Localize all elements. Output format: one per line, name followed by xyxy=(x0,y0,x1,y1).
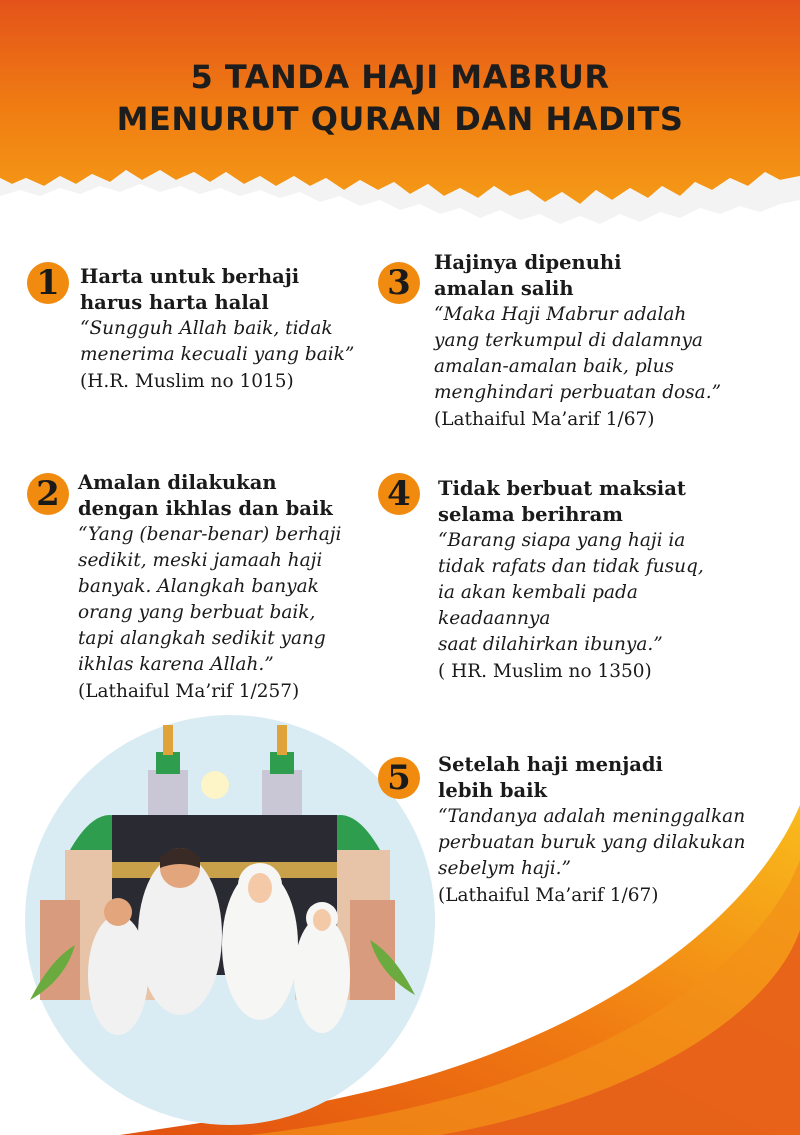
sign-4-quote: tidak rafats dan tidak fusuq, xyxy=(438,556,704,577)
sign-4-reference: ( HR. Muslim no 1350) xyxy=(438,661,652,682)
sign-5-reference: (Lathaiful Ma’arif 1/67) xyxy=(438,885,659,906)
sign-1-quote: “Sungguh Allah baik, tidak xyxy=(80,318,333,339)
sign-4-quote: ia akan kembali pada xyxy=(438,582,638,603)
sign-4-quote: “Barang siapa yang haji ia xyxy=(438,530,686,551)
sign-3-number-badge: 3 xyxy=(378,262,420,304)
sign-2-quote: sedikit, meski jamaah haji xyxy=(78,550,323,571)
sign-1-quote: menerima kecuali yang baik” xyxy=(80,344,355,365)
sign-2-heading: Amalan dilakukan xyxy=(78,471,277,494)
sign-1-heading: Harta untuk berhaji xyxy=(80,265,300,288)
sign-2-quote: ikhlas karena Allah.” xyxy=(78,654,274,675)
sign-4 xyxy=(438,476,704,686)
sign-2-quote: “Yang (benar-benar) berhaji xyxy=(78,524,342,545)
sign-2-quote: orang yang berbuat baik, xyxy=(78,602,316,623)
sign-3-quote: yang terkumpul di dalamnya xyxy=(434,330,703,351)
sign-4-number-badge: 4 xyxy=(378,473,420,515)
sign-3-heading: Hajinya dipenuhi xyxy=(434,251,622,274)
sign-5-number-badge: 5 xyxy=(378,757,420,799)
sign-4-quote: saat dilahirkan ibunya.” xyxy=(438,634,663,655)
title-line-2: MENURUT QURAN DAN HADITS xyxy=(116,100,684,138)
sign-3-reference: (Lathaiful Ma’arif 1/67) xyxy=(434,409,655,430)
sign-3-heading: amalan salih xyxy=(434,277,574,300)
sign-1 xyxy=(80,264,354,396)
sign-4-heading: selama berihram xyxy=(438,503,623,526)
sign-3 xyxy=(434,250,721,434)
sign-2-number-badge: 2 xyxy=(27,473,69,515)
sign-2-quote: banyak. Alangkah banyak xyxy=(78,576,319,597)
sign-5 xyxy=(438,752,745,910)
sign-5-quote: sebelym haji.” xyxy=(438,858,571,879)
sign-3-quote: amalan-amalan baik, plus xyxy=(434,356,674,377)
sign-2-reference: (Lathaiful Ma’rif 1/257) xyxy=(78,681,300,702)
sign-5-heading: lebih baik xyxy=(438,779,548,802)
sign-2-quote: tapi alangkah sedikit yang xyxy=(78,628,326,649)
sign-5-quote: “Tandanya adalah meninggalkan xyxy=(438,806,746,827)
title-line-1: 5 TANDA HAJI MABRUR xyxy=(190,58,610,96)
sign-1-number-badge: 1 xyxy=(27,262,69,304)
hajj-illustration xyxy=(25,715,435,1125)
sign-1-reference: (H.R. Muslim no 1015) xyxy=(80,371,294,392)
sign-4-quote: keadaannya xyxy=(438,608,551,629)
sign-3-quote: menghindari perbuatan dosa.” xyxy=(434,382,722,403)
sign-2 xyxy=(78,470,341,706)
sign-2-heading: dengan ikhlas dan baik xyxy=(78,497,333,520)
sign-3-quote: “Maka Haji Mabrur adalah xyxy=(434,304,687,325)
sign-5-heading: Setelah haji menjadi xyxy=(438,753,663,776)
sign-1-heading: harus harta halal xyxy=(80,291,269,314)
sign-5-quote: perbuatan buruk yang dilakukan xyxy=(438,832,746,853)
sign-4-heading: Tidak berbuat maksiat xyxy=(438,477,686,500)
